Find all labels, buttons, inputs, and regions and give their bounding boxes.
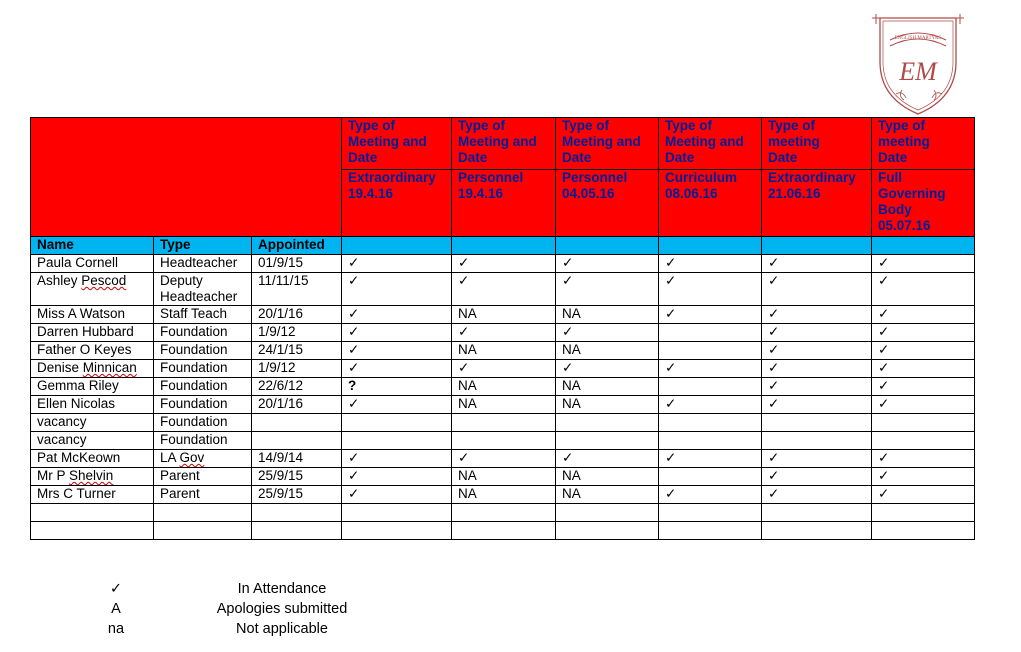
attendance-cell: ✓ <box>342 324 452 342</box>
attendance-cell: ✓ <box>342 396 452 414</box>
appointed-date-cell <box>252 522 342 540</box>
meeting-type-cell: Type of Meeting and Date <box>659 118 762 170</box>
governor-name-cell <box>31 522 154 540</box>
appointed-date-cell: 11/11/15 <box>252 273 342 306</box>
governor-name-cell: Gemma Riley <box>31 378 154 396</box>
col-header-blank <box>872 237 975 255</box>
attendance-cell: NA <box>556 378 659 396</box>
governor-type-cell: Deputy Headteacher <box>154 273 252 306</box>
attendance-cell: ✓ <box>659 486 762 504</box>
attendance-cell <box>659 324 762 342</box>
governor-type-cell: Foundation <box>154 324 252 342</box>
attendance-cell: ✓ <box>556 324 659 342</box>
table-row <box>31 324 975 342</box>
governor-name-cell: Denise Minnican <box>31 360 154 378</box>
governor-type-cell: Foundation <box>154 414 252 432</box>
school-crest-logo <box>872 10 964 116</box>
attendance-cell: NA <box>556 486 659 504</box>
attendance-cell <box>556 522 659 540</box>
appointed-date-cell <box>252 414 342 432</box>
legend-meaning: Not applicable <box>236 621 328 637</box>
attendance-cell: ✓ <box>556 273 659 306</box>
attendance-cell <box>452 522 556 540</box>
appointed-date-cell: 1/9/12 <box>252 360 342 378</box>
table-row <box>31 273 975 306</box>
col-header-name: Name <box>31 237 154 255</box>
attendance-cell: ✓ <box>342 273 452 306</box>
meeting-name-cell: Curriculum 08.06.16 <box>659 170 762 237</box>
governor-type-cell: Foundation <box>154 360 252 378</box>
governor-name-cell <box>31 504 154 522</box>
header-blank-cell <box>31 118 342 237</box>
attendance-cell: ✓ <box>872 342 975 360</box>
governor-type-cell <box>154 504 252 522</box>
appointed-date-cell: 25/9/15 <box>252 486 342 504</box>
attendance-cell: ✓ <box>762 396 872 414</box>
attendance-cell <box>556 432 659 450</box>
attendance-cell: ✓ <box>872 324 975 342</box>
attendance-cell <box>659 432 762 450</box>
attendance-cell: ✓ <box>659 306 762 324</box>
governor-type-cell: Parent <box>154 468 252 486</box>
governor-type-cell: Foundation <box>154 378 252 396</box>
table-row <box>31 360 975 378</box>
attendance-cell <box>659 378 762 396</box>
table-row <box>31 468 975 486</box>
attendance-cell: NA <box>452 468 556 486</box>
attendance-cell <box>872 414 975 432</box>
meeting-type-cell: Type of Meeting and Date <box>342 118 452 170</box>
attendance-cell: NA <box>452 396 556 414</box>
appointed-date-cell: 20/1/16 <box>252 396 342 414</box>
attendance-cell: ✓ <box>762 450 872 468</box>
attendance-cell <box>762 522 872 540</box>
col-header-type: Type <box>154 237 252 255</box>
meeting-name-cell: Extraordinary 19.4.16 <box>342 170 452 237</box>
attendance-cell <box>762 504 872 522</box>
governor-name-cell: vacancy <box>31 414 154 432</box>
governor-type-cell: Parent <box>154 486 252 504</box>
legend-symbol: na <box>107 621 125 637</box>
governor-type-cell: Foundation <box>154 396 252 414</box>
attendance-cell: NA <box>556 396 659 414</box>
attendance-cell <box>556 414 659 432</box>
attendance-cell: NA <box>452 306 556 324</box>
attendance-cell <box>452 414 556 432</box>
appointed-date-cell: 22/6/12 <box>252 378 342 396</box>
attendance-cell: NA <box>452 378 556 396</box>
col-header-blank <box>342 237 452 255</box>
attendance-cell <box>659 522 762 540</box>
attendance-cell: ✓ <box>556 255 659 273</box>
table-row <box>31 432 975 450</box>
attendance-table <box>30 117 975 540</box>
attendance-cell: ✓ <box>872 360 975 378</box>
appointed-date-cell: 20/1/16 <box>252 306 342 324</box>
governor-name-cell: Mrs C Turner <box>31 486 154 504</box>
attendance-cell: ✓ <box>342 255 452 273</box>
table-row <box>31 504 975 522</box>
attendance-cell: NA <box>556 468 659 486</box>
attendance-cell: NA <box>556 342 659 360</box>
meeting-type-cell: Type of meeting Date <box>872 118 975 170</box>
attendance-cell: ✓ <box>452 450 556 468</box>
appointed-date-cell: 24/1/15 <box>252 342 342 360</box>
crest-monogram: EM <box>899 57 937 86</box>
attendance-cell: ✓ <box>452 324 556 342</box>
attendance-cell: ✓ <box>762 360 872 378</box>
table-row <box>31 342 975 360</box>
governor-name-cell: Miss A Watson <box>31 306 154 324</box>
attendance-cell: ✓ <box>872 486 975 504</box>
meeting-name-cell: Full Governing Body 05.07.16 <box>872 170 975 237</box>
attendance-cell <box>659 342 762 360</box>
attendance-cell: ✓ <box>342 486 452 504</box>
attendance-cell: ✓ <box>452 360 556 378</box>
attendance-cell <box>342 414 452 432</box>
attendance-cell: ✓ <box>659 255 762 273</box>
attendance-cell: ✓ <box>872 255 975 273</box>
governor-name-cell: Paula Cornell <box>31 255 154 273</box>
attendance-cell: ✓ <box>452 255 556 273</box>
attendance-cell: ✓ <box>342 360 452 378</box>
col-header-blank <box>452 237 556 255</box>
meeting-type-cell: Type of Meeting and Date <box>556 118 659 170</box>
attendance-cell: ? <box>342 378 452 396</box>
attendance-cell: ✓ <box>872 450 975 468</box>
attendance-cell: ✓ <box>762 378 872 396</box>
appointed-date-cell: 1/9/12 <box>252 324 342 342</box>
attendance-cell: ✓ <box>872 378 975 396</box>
attendance-cell <box>452 432 556 450</box>
attendance-cell: ✓ <box>452 273 556 306</box>
appointed-date-cell <box>252 432 342 450</box>
attendance-cell: ✓ <box>872 306 975 324</box>
meeting-type-cell: Type of Meeting and Date <box>452 118 556 170</box>
attendance-cell <box>659 414 762 432</box>
governor-type-cell <box>154 522 252 540</box>
governor-name-cell: Pat McKeown <box>31 450 154 468</box>
governor-type-cell: Staff Teach <box>154 306 252 324</box>
attendance-cell: ✓ <box>762 324 872 342</box>
appointed-date-cell <box>252 504 342 522</box>
meeting-type-cell: Type of meeting Date <box>762 118 872 170</box>
attendance-cell <box>556 504 659 522</box>
attendance-cell: ✓ <box>762 486 872 504</box>
legend-meaning: Apologies submitted <box>216 601 348 617</box>
attendance-cell: ✓ <box>556 450 659 468</box>
appointed-date-cell: 01/9/15 <box>252 255 342 273</box>
crest-arc-text: ENGLISH MARTYRS <box>894 36 942 41</box>
attendance-cell <box>342 504 452 522</box>
table-row <box>31 414 975 432</box>
legend-symbol: ✓ <box>109 581 123 597</box>
governor-name-cell: Darren Hubbard <box>31 324 154 342</box>
col-header-blank <box>762 237 872 255</box>
attendance-cell <box>872 504 975 522</box>
attendance-cell: ✓ <box>762 255 872 273</box>
column-header-row <box>31 237 975 255</box>
governor-type-cell: Headteacher <box>154 255 252 273</box>
attendance-cell: NA <box>452 342 556 360</box>
attendance-cell <box>452 504 556 522</box>
col-header-appointed: Appointed <box>252 237 342 255</box>
table-row <box>31 255 975 273</box>
attendance-cell: ✓ <box>342 450 452 468</box>
attendance-cell: ✓ <box>872 273 975 306</box>
governor-type-cell: LA Gov <box>154 450 252 468</box>
meeting-header-row <box>31 118 975 170</box>
table-row <box>31 396 975 414</box>
attendance-cell <box>762 414 872 432</box>
table-row <box>31 522 975 540</box>
col-header-blank <box>659 237 762 255</box>
appointed-date-cell: 25/9/15 <box>252 468 342 486</box>
table-row <box>31 378 975 396</box>
governor-type-cell: Foundation <box>154 342 252 360</box>
attendance-cell: ✓ <box>762 273 872 306</box>
attendance-cell: ✓ <box>762 468 872 486</box>
governor-name-cell: vacancy <box>31 432 154 450</box>
attendance-cell: ✓ <box>659 450 762 468</box>
attendance-cell <box>342 522 452 540</box>
meeting-name-cell: Personnel 04.05.16 <box>556 170 659 237</box>
attendance-cell: ✓ <box>556 360 659 378</box>
governor-name-cell: Father O Keyes <box>31 342 154 360</box>
table-row <box>31 450 975 468</box>
attendance-cell: ✓ <box>342 342 452 360</box>
attendance-cell <box>659 504 762 522</box>
attendance-cell: ✓ <box>342 468 452 486</box>
attendance-cell: NA <box>452 486 556 504</box>
table-row <box>31 486 975 504</box>
attendance-cell <box>872 432 975 450</box>
attendance-cell <box>762 432 872 450</box>
attendance-cell: ✓ <box>872 468 975 486</box>
col-header-blank <box>556 237 659 255</box>
governor-name-cell: Ashley Pescod <box>31 273 154 306</box>
legend-meaning: In Attendance <box>237 581 327 597</box>
governor-name-cell: Mr P Shelvin <box>31 468 154 486</box>
attendance-cell: ✓ <box>342 306 452 324</box>
attendance-cell <box>342 432 452 450</box>
appointed-date-cell: 14/9/14 <box>252 450 342 468</box>
legend-symbol: A <box>111 601 121 617</box>
attendance-cell <box>872 522 975 540</box>
attendance-cell: NA <box>556 306 659 324</box>
governor-name-cell: Ellen Nicolas <box>31 396 154 414</box>
attendance-cell: ✓ <box>762 306 872 324</box>
attendance-cell: ✓ <box>659 360 762 378</box>
meeting-name-cell: Personnel 19.4.16 <box>452 170 556 237</box>
attendance-cell: ✓ <box>659 273 762 306</box>
governor-type-cell: Foundation <box>154 432 252 450</box>
attendance-cell: ✓ <box>659 396 762 414</box>
table-row <box>31 306 975 324</box>
meeting-name-cell: Extraordinary 21.06.16 <box>762 170 872 237</box>
attendance-cell <box>659 468 762 486</box>
attendance-cell: ✓ <box>762 342 872 360</box>
attendance-cell: ✓ <box>872 396 975 414</box>
